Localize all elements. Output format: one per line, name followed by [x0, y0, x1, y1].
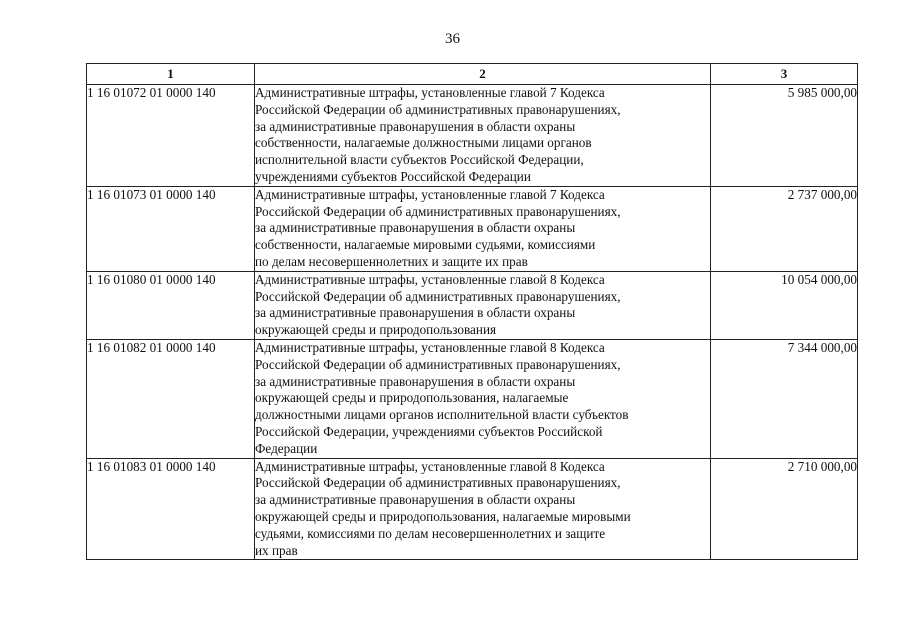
- amount: 5 985 000,00: [711, 85, 858, 187]
- amount: 7 344 000,00: [711, 339, 858, 458]
- amount: 2 710 000,00: [711, 458, 858, 560]
- revenue-description: [255, 339, 711, 458]
- table-row: [87, 186, 858, 271]
- page-number: 36: [445, 31, 460, 47]
- description-line: за административные правонарушения в области охраны: [255, 118, 576, 134]
- header-row: [87, 64, 858, 85]
- description-line: Федерации: [255, 440, 318, 456]
- description-line: окружающей среды и природопользования, налагаемые: [255, 390, 569, 406]
- description-line: Административные штрафы, установленные главой 8 Кодекса: [255, 271, 605, 287]
- description-line: Российской Федерации об административных правонарушениях,: [255, 475, 621, 491]
- description-line: исполнительной власти субъектов Российской Федерации,: [255, 152, 584, 168]
- table-row: [87, 271, 858, 339]
- header-col-1: 1: [87, 64, 255, 85]
- budget-code: 1 16 01080 01 0000 140: [87, 271, 255, 339]
- revenue-description: [255, 186, 711, 271]
- description-line: Российской Федерации об административных правонарушениях,: [255, 101, 621, 117]
- amount: 10 054 000,00: [711, 271, 858, 339]
- table-row: [87, 339, 858, 458]
- description-line: Административные штрафы, установленные главой 7 Кодекса: [255, 85, 605, 100]
- budget-code: 1 16 01083 01 0000 140: [87, 458, 255, 560]
- header-col-2: 2: [255, 64, 711, 85]
- description-line: окружающей среды и природопользования: [255, 322, 497, 338]
- revenue-description: [255, 271, 711, 339]
- description-line: Российской Федерации об административных правонарушениях,: [255, 356, 621, 372]
- description-line: учреждениями субъектов Российской Федерации: [255, 168, 531, 184]
- description-line: Административные штрафы, установленные главой 8 Кодекса: [255, 339, 605, 355]
- budget-table: [86, 63, 858, 560]
- description-line: их прав: [255, 542, 298, 558]
- budget-code: 1 16 01073 01 0000 140: [87, 186, 255, 271]
- table-row: [87, 85, 858, 187]
- table-row: [87, 458, 858, 560]
- description-line: должностными лицами органов исполнительной власти субъектов: [255, 407, 629, 423]
- description-line: Российской Федерации об административных правонарушениях,: [255, 288, 621, 304]
- description-line: собственности, налагаемые мировыми судьями, комиссиями: [255, 237, 596, 253]
- header-col-3: 3: [711, 64, 858, 85]
- description-line: за административные правонарушения в области охраны: [255, 492, 576, 508]
- budget-code: 1 16 01072 01 0000 140: [87, 85, 255, 187]
- budget-code: 1 16 01082 01 0000 140: [87, 339, 255, 458]
- revenue-description: [255, 85, 711, 187]
- description-line: по делам несовершеннолетних и защите их прав: [255, 253, 528, 269]
- description-line: собственности, налагаемые должностными лицами органов: [255, 135, 592, 151]
- description-line: за административные правонарушения в области охраны: [255, 373, 576, 389]
- description-line: Российской Федерации об административных правонарушениях,: [255, 203, 621, 219]
- description-line: за административные правонарушения в области охраны: [255, 220, 576, 236]
- revenue-description: [255, 458, 711, 560]
- description-line: за административные правонарушения в области охраны: [255, 305, 576, 321]
- description-line: окружающей среды и природопользования, налагаемые мировыми: [255, 508, 631, 524]
- amount: 2 737 000,00: [711, 186, 858, 271]
- description-line: Административные штрафы, установленные главой 7 Кодекса: [255, 186, 605, 202]
- description-line: Административные штрафы, установленные главой 8 Кодекса: [255, 458, 605, 474]
- description-line: Российской Федерации, учреждениями субъектов Российской: [255, 423, 603, 439]
- description-line: судьями, комиссиями по делам несовершеннолетних и защите: [255, 525, 606, 541]
